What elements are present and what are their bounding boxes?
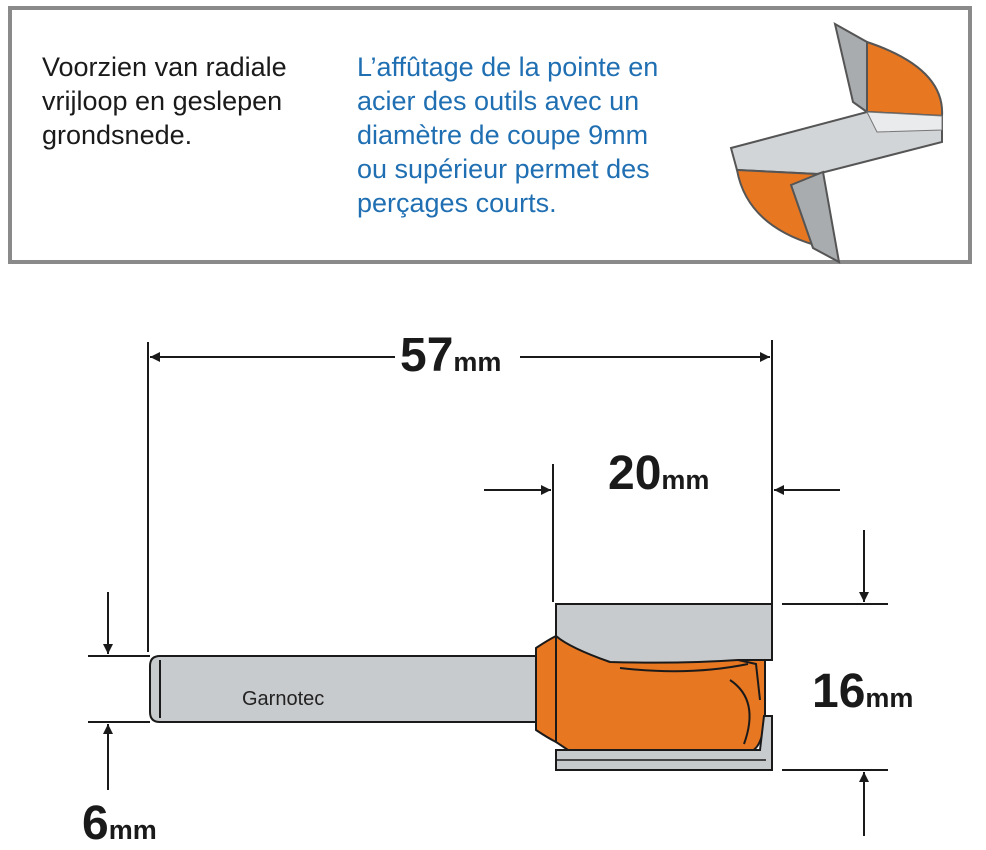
top-blade (556, 604, 772, 663)
bit-neck (536, 636, 556, 742)
shank-diameter-label: 6mm (82, 797, 157, 850)
cutting-length-label: 20mm (608, 447, 710, 500)
dutch-description: Voorzien van radiale vrijloop en geslepen grondsnede. (42, 52, 287, 150)
shank-brand-label: Garnotec (242, 688, 325, 710)
french-description: L’affûtage de la pointe en acier des outils avec un diamètre de coupe 9mm ou supérieur permet des perçages courts. (357, 52, 659, 218)
shank (150, 656, 536, 722)
overall-length-label: 57mm (400, 329, 502, 382)
cutting-diameter-label: 16mm (812, 665, 914, 718)
